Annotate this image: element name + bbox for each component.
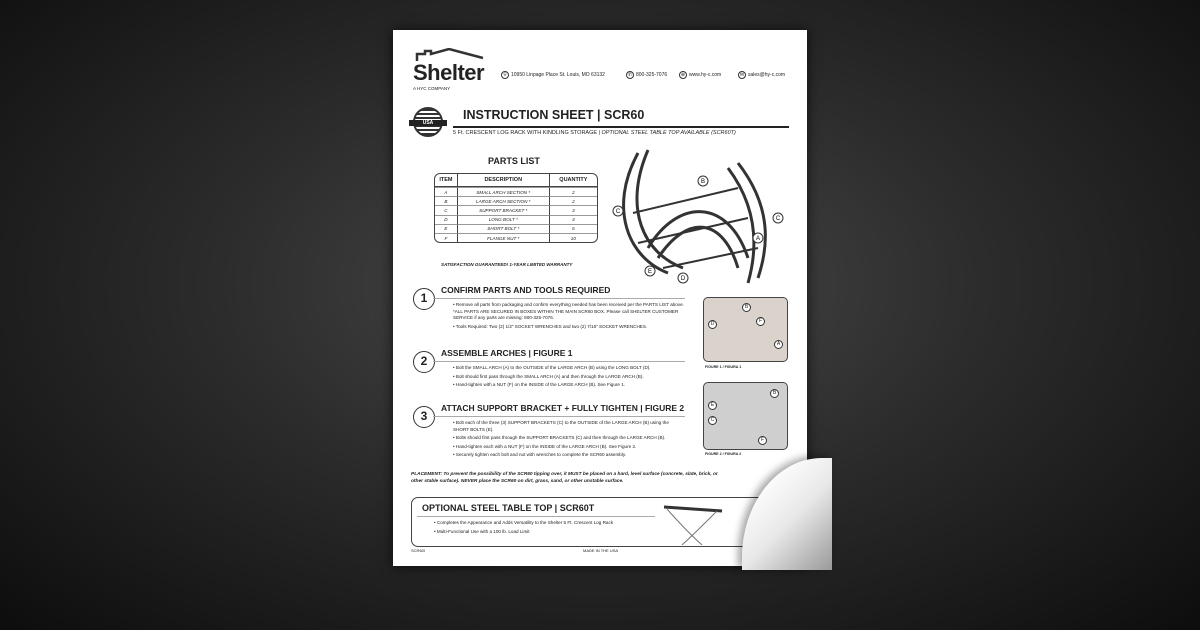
diagram-label-c2: C: [775, 216, 781, 222]
description-cell: SMALL ARCH SECTION *: [457, 187, 549, 196]
instruction-sheet: [393, 30, 807, 566]
email-text: sales@hy-c.com: [748, 72, 786, 78]
quantity-cell: 10: [549, 233, 597, 242]
parts-list-heading: PARTS LIST: [488, 156, 540, 166]
optional-bullet: • Completes the Appearance and Adds Versatility to the Shelter 5 Ft. Crescent Log Rack: [434, 520, 614, 525]
footer-made-in-usa: MADE IN THE USA: [583, 548, 619, 553]
parts-row: [435, 224, 597, 233]
col-description: DESCRIPTION: [457, 174, 549, 187]
step-rule: [433, 361, 685, 362]
quantity-cell: 4: [549, 215, 597, 224]
log-rack-diagram: [608, 148, 788, 288]
email: [738, 71, 785, 79]
diagram-label-d: D: [680, 276, 686, 282]
globe-icon: ⊕: [680, 72, 686, 78]
description-cell: FLANGE NUT *: [457, 233, 549, 242]
col-quantity: QUANTITY: [549, 174, 597, 187]
website: [679, 71, 721, 79]
optional-bullets: [434, 520, 674, 537]
step-number: 3: [413, 406, 435, 428]
item-cell: A: [435, 187, 457, 196]
fig2-label-c: C: [708, 416, 717, 425]
description-cell: SHORT BOLT *: [457, 224, 549, 233]
quantity-cell: 6: [549, 224, 597, 233]
web-text: www.hy-c.com: [689, 72, 722, 78]
subtitle: [453, 130, 736, 136]
optional-bullet: • Multi-Functional Use with a 100 lb. Load Limit: [434, 528, 530, 534]
phone: [626, 71, 667, 79]
step-rule: [433, 298, 685, 299]
placement-warning: PLACEMENT: To prevent the possibility of the SCR60 tipping over, it MUST be placed on a hard, level surface (concrete, slate, brick, or other stable surface). NEVER place the SCR60 on dirt, grass, sand, or other unstable surface.: [411, 472, 718, 484]
step-bullet: • Bolts should first pass through the SUPPORT BRACKETS (C) and then through the LARGE ARCH (B).: [453, 435, 666, 440]
warranty-note: SATISFACTION GUARANTEED! 1-YEAR LIMITED WARRANTY: [441, 262, 573, 267]
step-number: 1: [413, 288, 435, 310]
phone-text: 800-325-7076: [636, 72, 668, 78]
step-title: ASSEMBLE ARCHES | FIGURE 1: [441, 348, 573, 358]
item-cell: B: [435, 196, 457, 205]
mail-icon: ✉: [739, 72, 745, 78]
quantity-cell: 3: [549, 205, 597, 214]
footer-code: SCR60I: [411, 548, 426, 553]
step-bullet: • Securely tighten each bolt and nut with wrenches to complete the SCR60 assembly.: [453, 452, 627, 457]
parts-row: [435, 215, 597, 224]
figure-2-caption: FIGURE 2 / FIGURA 2: [705, 452, 742, 456]
step-bullet: • Hand-tighten each with a NUT (F) on the INSIDE of the LARGE ARCH (B). See Figure 2.: [453, 443, 637, 449]
step-bullets: [453, 302, 685, 332]
item-cell: C: [435, 205, 457, 214]
brand-sub: A HYC COMPANY: [413, 86, 451, 91]
diagram-label-a: A: [755, 236, 761, 242]
step-bullet: • Bolt should first pass through the SMALL ARCH (A) and then through the LARGE ARCH (B).: [453, 373, 644, 379]
item-cell: F: [435, 233, 457, 242]
fig1-label-a: A: [774, 340, 783, 349]
step-number: 2: [413, 351, 435, 373]
step-bullet: • Bolt each of the three (3) SUPPORT BRACKETS (C) to the OUTSIDE of the LARGE ARCH (B) using the SHORT BOLTS (E).: [453, 420, 669, 432]
description-cell: LONG BOLT *: [457, 215, 549, 224]
step-title: CONFIRM PARTS AND TOOLS REQUIRED: [441, 285, 611, 295]
diagram-label-b: B: [700, 179, 706, 185]
fig1-label-f: F: [756, 317, 765, 326]
quantity-cell: 2: [549, 187, 597, 196]
diagram-label-c: C: [615, 209, 621, 215]
page-title: INSTRUCTION SHEET | SCR60: [463, 108, 645, 122]
description-cell: LARGE ARCH SECTION *: [457, 196, 549, 205]
step-rule: [433, 416, 685, 417]
step-bullet: • Bolt the SMALL ARCH (A) to the OUTSIDE of the LARGE ARCH (B) using the LONG BOLT (D).: [453, 365, 651, 370]
parts-row: [435, 187, 597, 196]
step-bullets: [453, 365, 685, 391]
table-top-image: [662, 501, 732, 545]
step-bullet: • Remove all parts from packaging and confirm everything needed has been received per the PARTS LIST above. *ALL PARTS ARE SECURED IN BOXES WITHIN THE MAIN SCR60 BOX. Please call SHELTER CUSTOMER SERVICE if any parts are missing: 800-325-7076.: [453, 302, 684, 320]
parts-table: [434, 173, 598, 243]
col-item: ITEM: [435, 174, 457, 187]
figure-1-photo: [703, 297, 788, 362]
brand-name: Shelter: [413, 60, 485, 85]
parts-row: [435, 205, 597, 214]
subtitle-optional: OPTIONAL STEEL TABLE TOP AVAILABLE (SCR60T): [601, 130, 736, 136]
parts-row: [435, 233, 597, 242]
figure-2-photo: [703, 382, 788, 450]
location-icon: ⌾: [501, 71, 509, 79]
fig2-label-e: E: [708, 401, 717, 410]
address-text: 10950 Linpage Place St. Louis, MO 63132: [511, 72, 605, 78]
parts-row: [435, 196, 597, 205]
diagram-label-e: E: [647, 269, 653, 275]
fig1-label-d: D: [708, 320, 717, 329]
phone-icon: ✆: [627, 72, 633, 78]
optional-title: OPTIONAL STEEL TABLE TOP | SCR60T: [422, 503, 595, 513]
subtitle-main: 5 Ft. CRESCENT LOG RACK WITH KINDLING STORAGE |: [453, 130, 602, 136]
step-bullet: • Tools Required: Two (2) 1/2" SOCKET WRENCHES and two (2) 7/16" SOCKET WRENCHES.: [453, 323, 648, 329]
fig2-label-b: B: [770, 389, 779, 398]
made-in-usa-seal: [413, 107, 443, 137]
figure-1-caption: FIGURE 1 / FIGURA 1: [705, 365, 742, 369]
description-cell: SUPPORT BRACKET *: [457, 205, 549, 214]
fig1-label-b: B: [742, 303, 751, 312]
step-bullets: [453, 420, 685, 461]
divider: [453, 126, 789, 128]
quantity-cell: 2: [549, 196, 597, 205]
optional-rule: [417, 516, 655, 517]
item-cell: D: [435, 215, 457, 224]
fig2-label-f: F: [758, 436, 767, 445]
step-bullet: • Hand-tighten with a NUT (F) on the INSIDE of the LARGE ARCH (B). See Figure 1.: [453, 382, 626, 387]
item-cell: E: [435, 224, 457, 233]
step-title: ATTACH SUPPORT BRACKET + FULLY TIGHTEN | FIGURE 2: [441, 403, 685, 413]
seal-text: USA: [409, 120, 447, 126]
address: [501, 71, 605, 79]
